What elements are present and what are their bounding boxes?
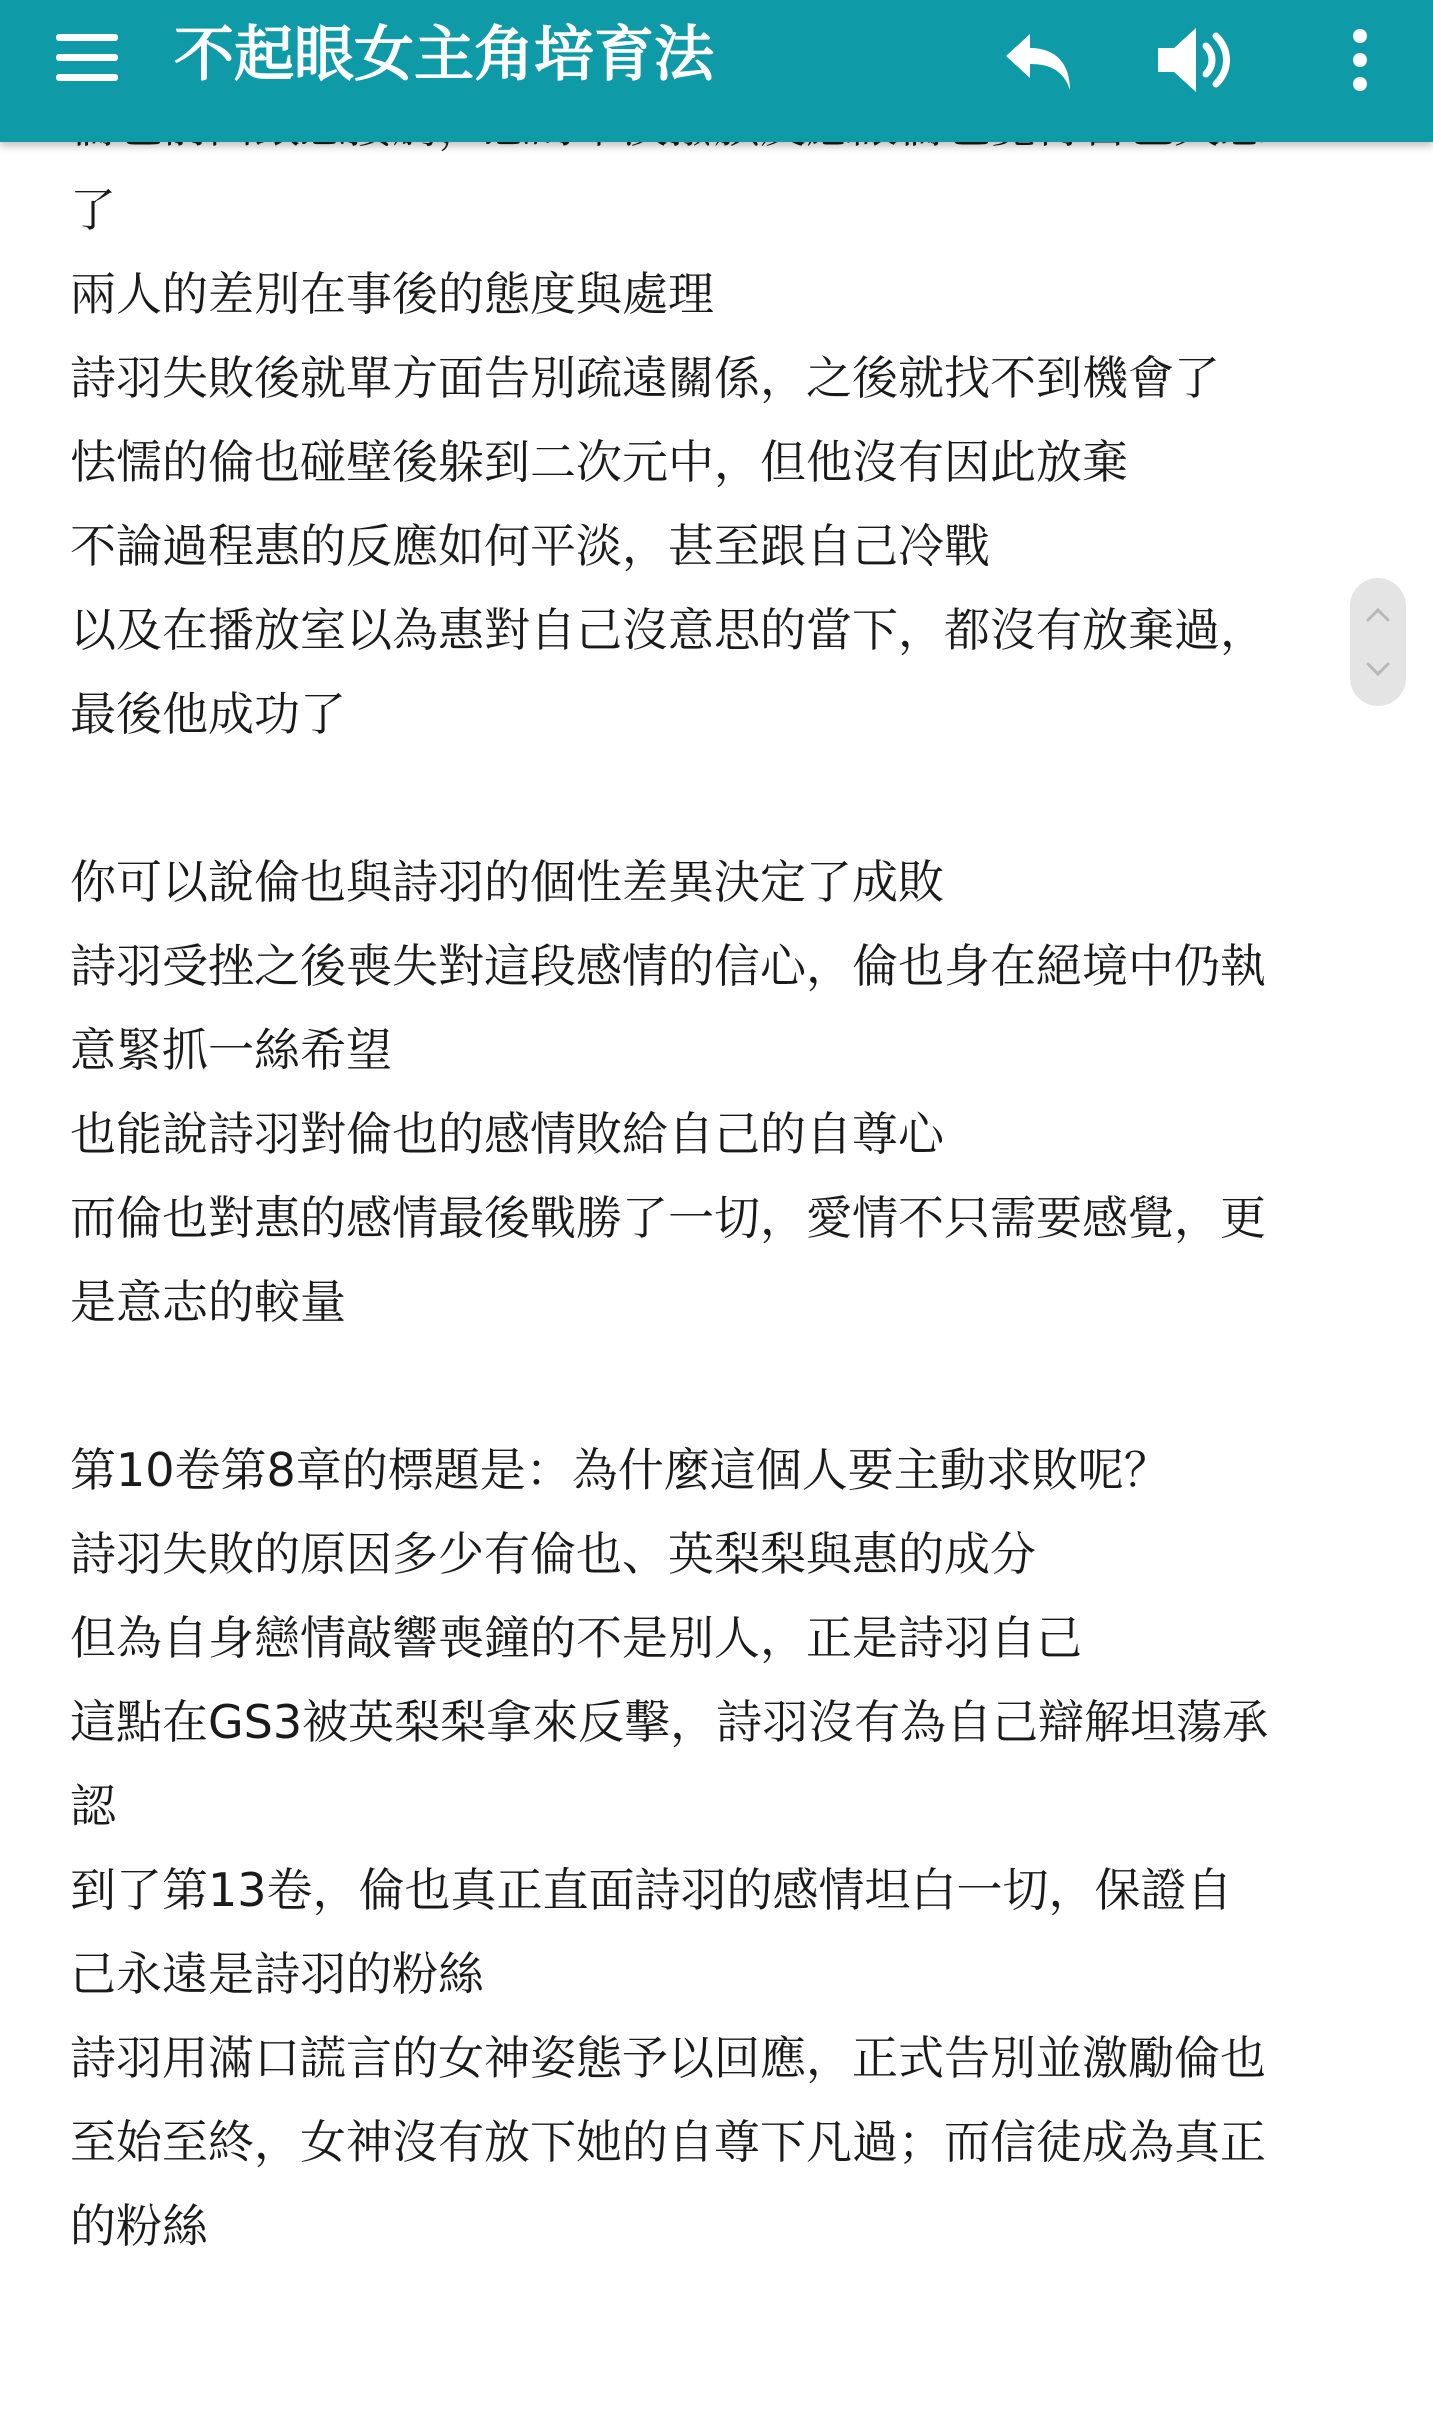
reply-button[interactable] (1000, 20, 1080, 100)
text-line: 怯懦的倫也碰壁後躲到二次元中，但他沒有因此放棄 (70, 435, 1128, 489)
more-vertical-icon (1338, 20, 1382, 100)
text-line: 己永遠是詩羽的粉絲 (70, 1947, 484, 2001)
app-bar (0, 0, 1433, 142)
text-line: 認 (70, 1779, 116, 1833)
blank-line (70, 1344, 1370, 1428)
text-line: 這點在GS3被英梨梨拿來反擊，詩羽沒有為自己辯解坦蕩承 (70, 1695, 1269, 1749)
article-text (70, 84, 1370, 2268)
text-line: 至始至終，女神沒有放下她的自尊下凡過；而信徒成為真正 (70, 2115, 1266, 2169)
text-line: 到了第13卷，倫也真正直面詩羽的感情坦白一切，保證自 (70, 1863, 1233, 1917)
page-title: 不起眼女主角培育法 (174, 20, 714, 90)
text-line: 詩羽失敗的原因多少有倫也、英梨梨與惠的成分 (70, 1527, 1036, 1581)
text-line: 詩羽用滿口謊言的女神姿態予以回應，正式告別並激勵倫也 (70, 2031, 1266, 2085)
text-line: 最後他成功了 (70, 687, 346, 741)
text-line: 意緊抓一絲希望 (70, 1023, 392, 1077)
text-line: 不論過程惠的反應如何平淡，甚至跟自己冷戰 (70, 519, 990, 573)
text-line: 了 (70, 183, 116, 237)
text-line: 詩羽失敗後就單方面告別疏遠關係，之後就找不到機會了 (70, 351, 1220, 405)
hamburger-menu-icon (50, 20, 124, 94)
blank-line (70, 756, 1370, 840)
text-line: 第10卷第8章的標題是：為什麼這個人要主動求敗呢？ (70, 1443, 1170, 1497)
speaker-button[interactable] (1150, 20, 1250, 100)
text-line: 而倫也對惠的感情最後戰勝了一切，愛情不只需要感覺，更 (70, 1191, 1266, 1245)
text-line: 也能說詩羽對倫也的感情敗給自己的自尊心 (70, 1107, 944, 1161)
text-line: 是意志的較量 (70, 1275, 346, 1329)
chevron-down-icon (1364, 660, 1392, 680)
text-line: 以及在播放室以為惠對自己沒意思的當下，都沒有放棄過， (70, 603, 1266, 657)
text-line: 詩羽受挫之後喪失對這段感情的信心，倫也身在絕境中仍執 (70, 939, 1266, 993)
speaker-volume-icon (1150, 20, 1250, 100)
fast-scroll-handle[interactable] (1350, 578, 1406, 706)
more-options-button[interactable] (1338, 20, 1382, 100)
text-line: 的粉絲 (70, 2199, 208, 2253)
reply-arrow-icon (1000, 20, 1080, 100)
menu-button[interactable] (50, 20, 124, 94)
text-line: 你可以說倫也與詩羽的個性差異決定了成敗 (70, 855, 944, 909)
text-line: 但為自身戀情敲響喪鐘的不是別人，正是詩羽自己 (70, 1611, 1082, 1665)
text-line: 兩人的差別在事後的態度與處理 (70, 267, 714, 321)
chevron-up-icon (1364, 604, 1392, 624)
